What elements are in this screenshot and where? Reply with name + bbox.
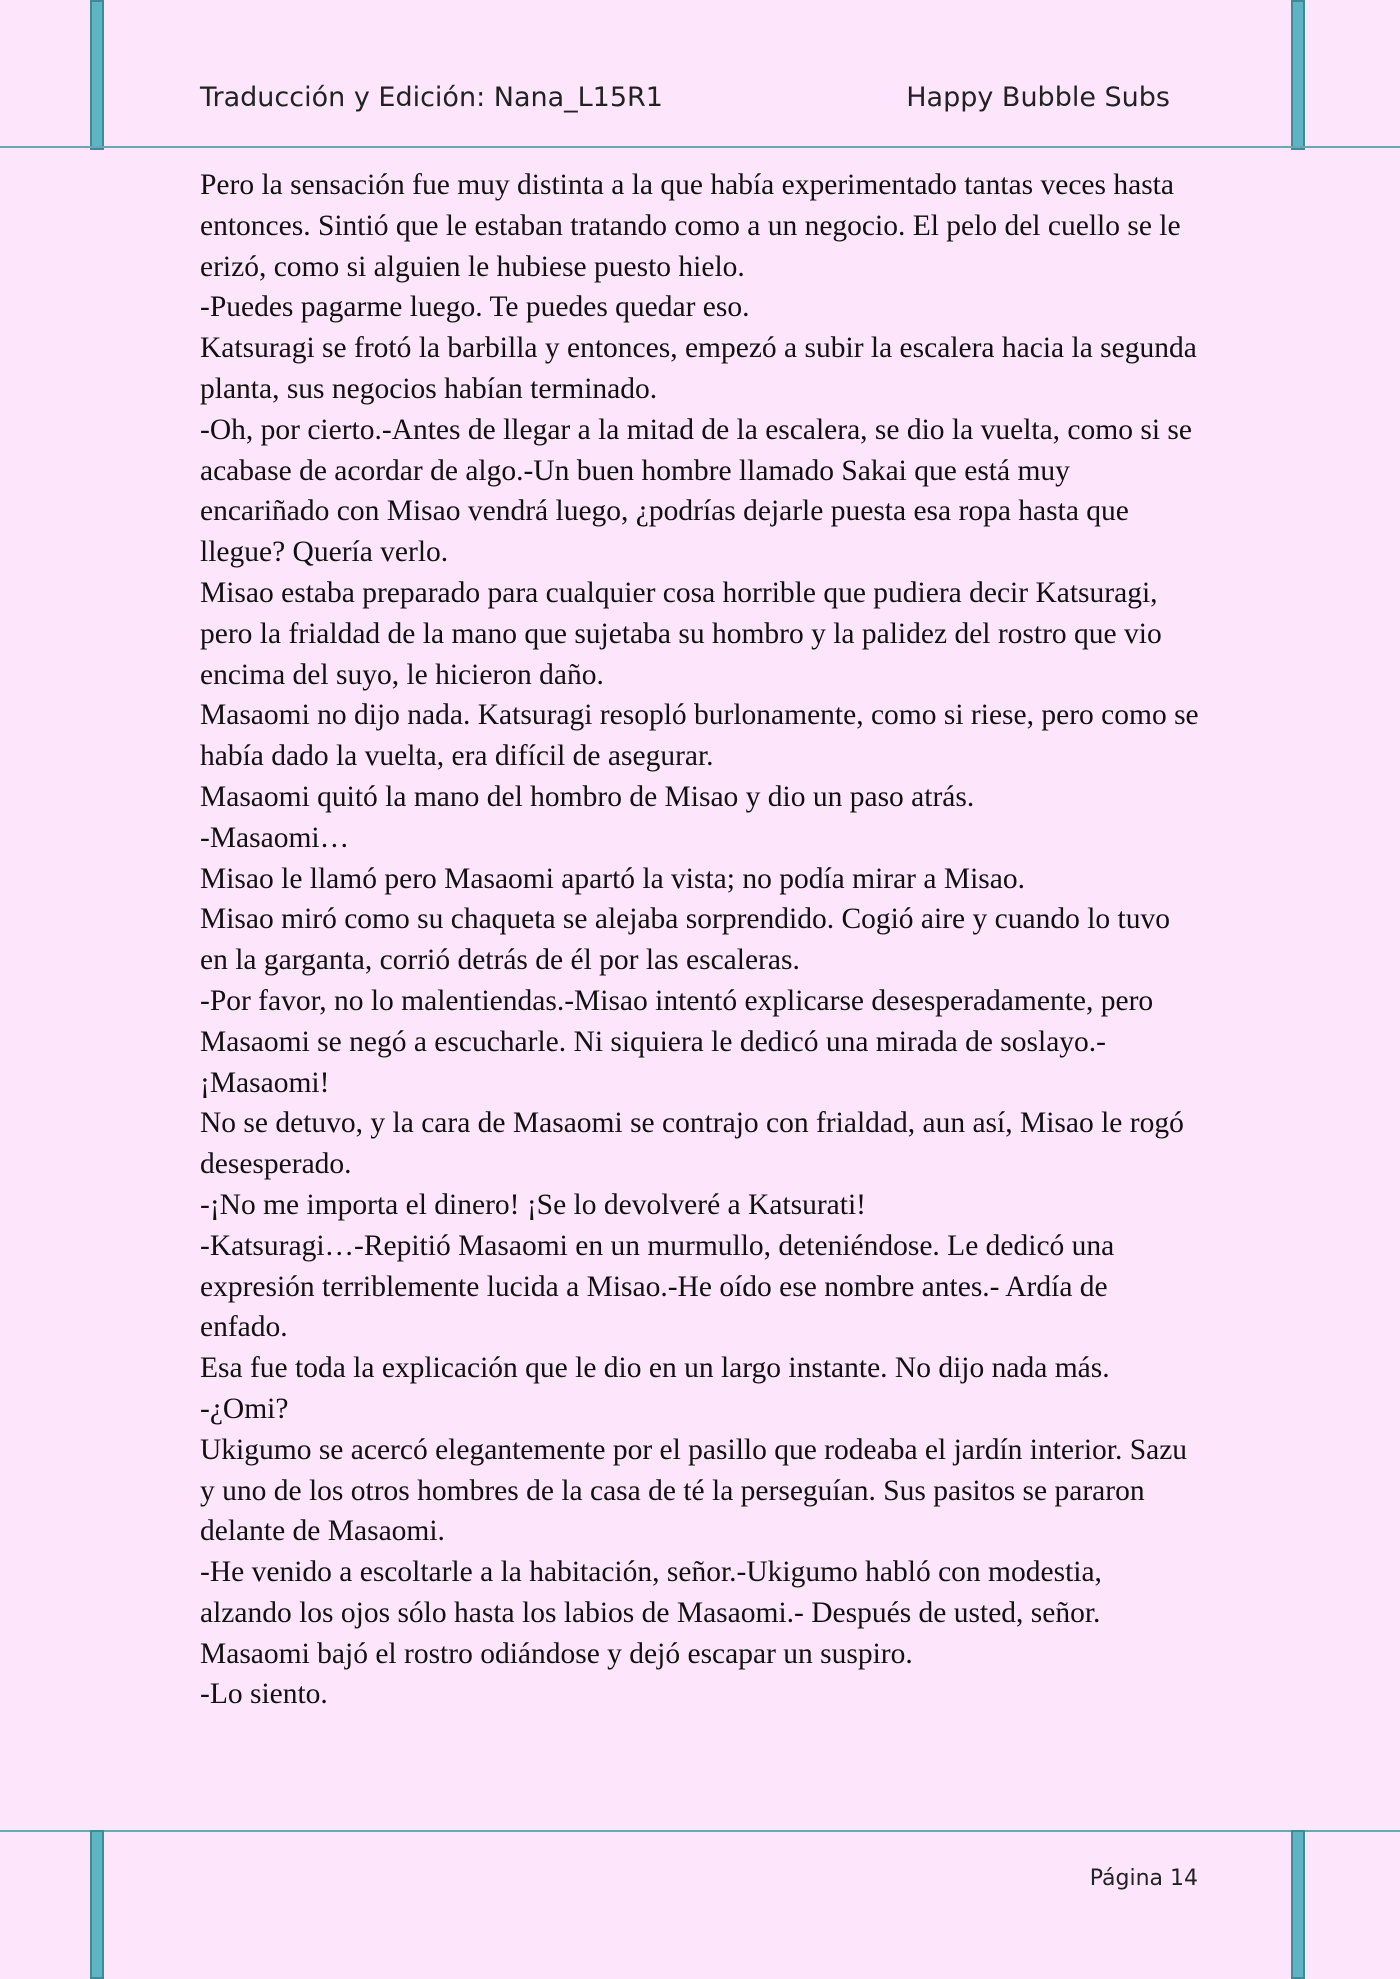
- paragraph: -Puedes pagarme luego. Te puedes quedar eso.: [200, 291, 750, 324]
- paragraph: Masaomi quitó la mano del hombro de Misao y dio un paso atrás.: [200, 780, 975, 813]
- paragraph: -Por favor, no lo malentiendas.-Misao intentó explicarse desesperadamente, pero Masaomi se negó a escucharle. Ni siquiera le dedicó una mirada de soslayo.- ¡Masaomi!: [200, 984, 1154, 1099]
- body-text: [200, 165, 1200, 1715]
- footer-rule: [0, 1830, 1400, 1832]
- header-group-name: Happy Bubble Subs: [906, 82, 1170, 113]
- paragraph: Misao miró como su chaqueta se alejaba sorprendido. Cogió aire y cuando lo tuvo en la garganta, corrió detrás de él por las escaleras.: [200, 903, 1170, 977]
- page-number: Página 14: [1089, 1866, 1198, 1891]
- paragraph: Katsuragi se frotó la barbilla y entonces, empezó a subir la escalera hacia la segunda planta, sus negocios habían terminado.: [200, 332, 1197, 405]
- paragraph: -¡No me importa el dinero! ¡Se lo devolveré a Katsurati!: [200, 1188, 866, 1221]
- header-credits: Traducción y Edición: Nana_L15R1: [200, 82, 663, 113]
- decorative-bar-top-left: [90, 0, 104, 150]
- paragraph: -Lo siento.: [200, 1678, 328, 1711]
- paragraph: -Oh, por cierto.-Antes de llegar a la mitad de la escalera, se dio la vuelta, como si se acabase de acordar de algo.-Un buen hombre llamado Sakai que está muy encariñado con Misao vendrá luego, ¿podrías dejarle puesta esa ropa hasta que llegue? Quería verlo.: [200, 413, 1192, 569]
- paragraph: Pero la sensación fue muy distinta a la que había experimentado tantas veces hasta entonces. Sintió que le estaban tratando como a un negocio. El pelo del cuello se le erizó, como si alguien le hubiese puesto hielo.: [200, 169, 1181, 283]
- paragraph: Esa fue toda la explicación que le dio en un largo instante. No dijo nada más.: [200, 1352, 1110, 1385]
- paragraph: Ukigumo se acercó elegantemente por el pasillo que rodeaba el jardín interior. Sazu y uno de los otros hombres de la casa de té la perseguían. Sus pasitos se pararon delante de Masaomi.: [200, 1433, 1188, 1548]
- decorative-bar-top-right: [1291, 0, 1305, 150]
- header-rule: [0, 146, 1400, 148]
- paragraph: -Masaomi…: [200, 821, 350, 854]
- decorative-bar-bottom-right: [1291, 1830, 1305, 1979]
- paragraph: Misao le llamó pero Masaomi apartó la vista; no podía mirar a Misao.: [200, 862, 1025, 895]
- paragraph: Masaomi no dijo nada. Katsuragi resopló burlonamente, como si riese, pero como se había dado la vuelta, era difícil de asegurar.: [200, 699, 1199, 773]
- paragraph: -Katsuragi…-Repitió Masaomi en un murmullo, deteniéndose. Le dedicó una expresión terriblemente lucida a Misao.-He oído ese nombre antes.- Ardía de enfado.: [200, 1229, 1115, 1344]
- paragraph: Masaomi bajó el rostro odiándose y dejó escapar un suspiro.: [200, 1637, 913, 1670]
- paragraph: -¿Omi?: [200, 1392, 289, 1425]
- paragraph: No se detuvo, y la cara de Masaomi se contrajo con frialdad, aun así, Misao le rogó desesperado.: [200, 1107, 1184, 1181]
- decorative-bar-bottom-left: [90, 1830, 104, 1979]
- page-header: [200, 82, 1170, 122]
- paragraph: Misao estaba preparado para cualquier cosa horrible que pudiera decir Katsuragi, pero la frialdad de la mano que sujetaba su hombro y la palidez del rostro que vio encima del suyo, le hicieron daño.: [200, 576, 1162, 691]
- paragraph: -He venido a escoltarle a la habitación, señor.-Ukigumo habló con modestia, alzando los ojos sólo hasta los labios de Masaomi.- Después de usted, señor.: [200, 1556, 1102, 1629]
